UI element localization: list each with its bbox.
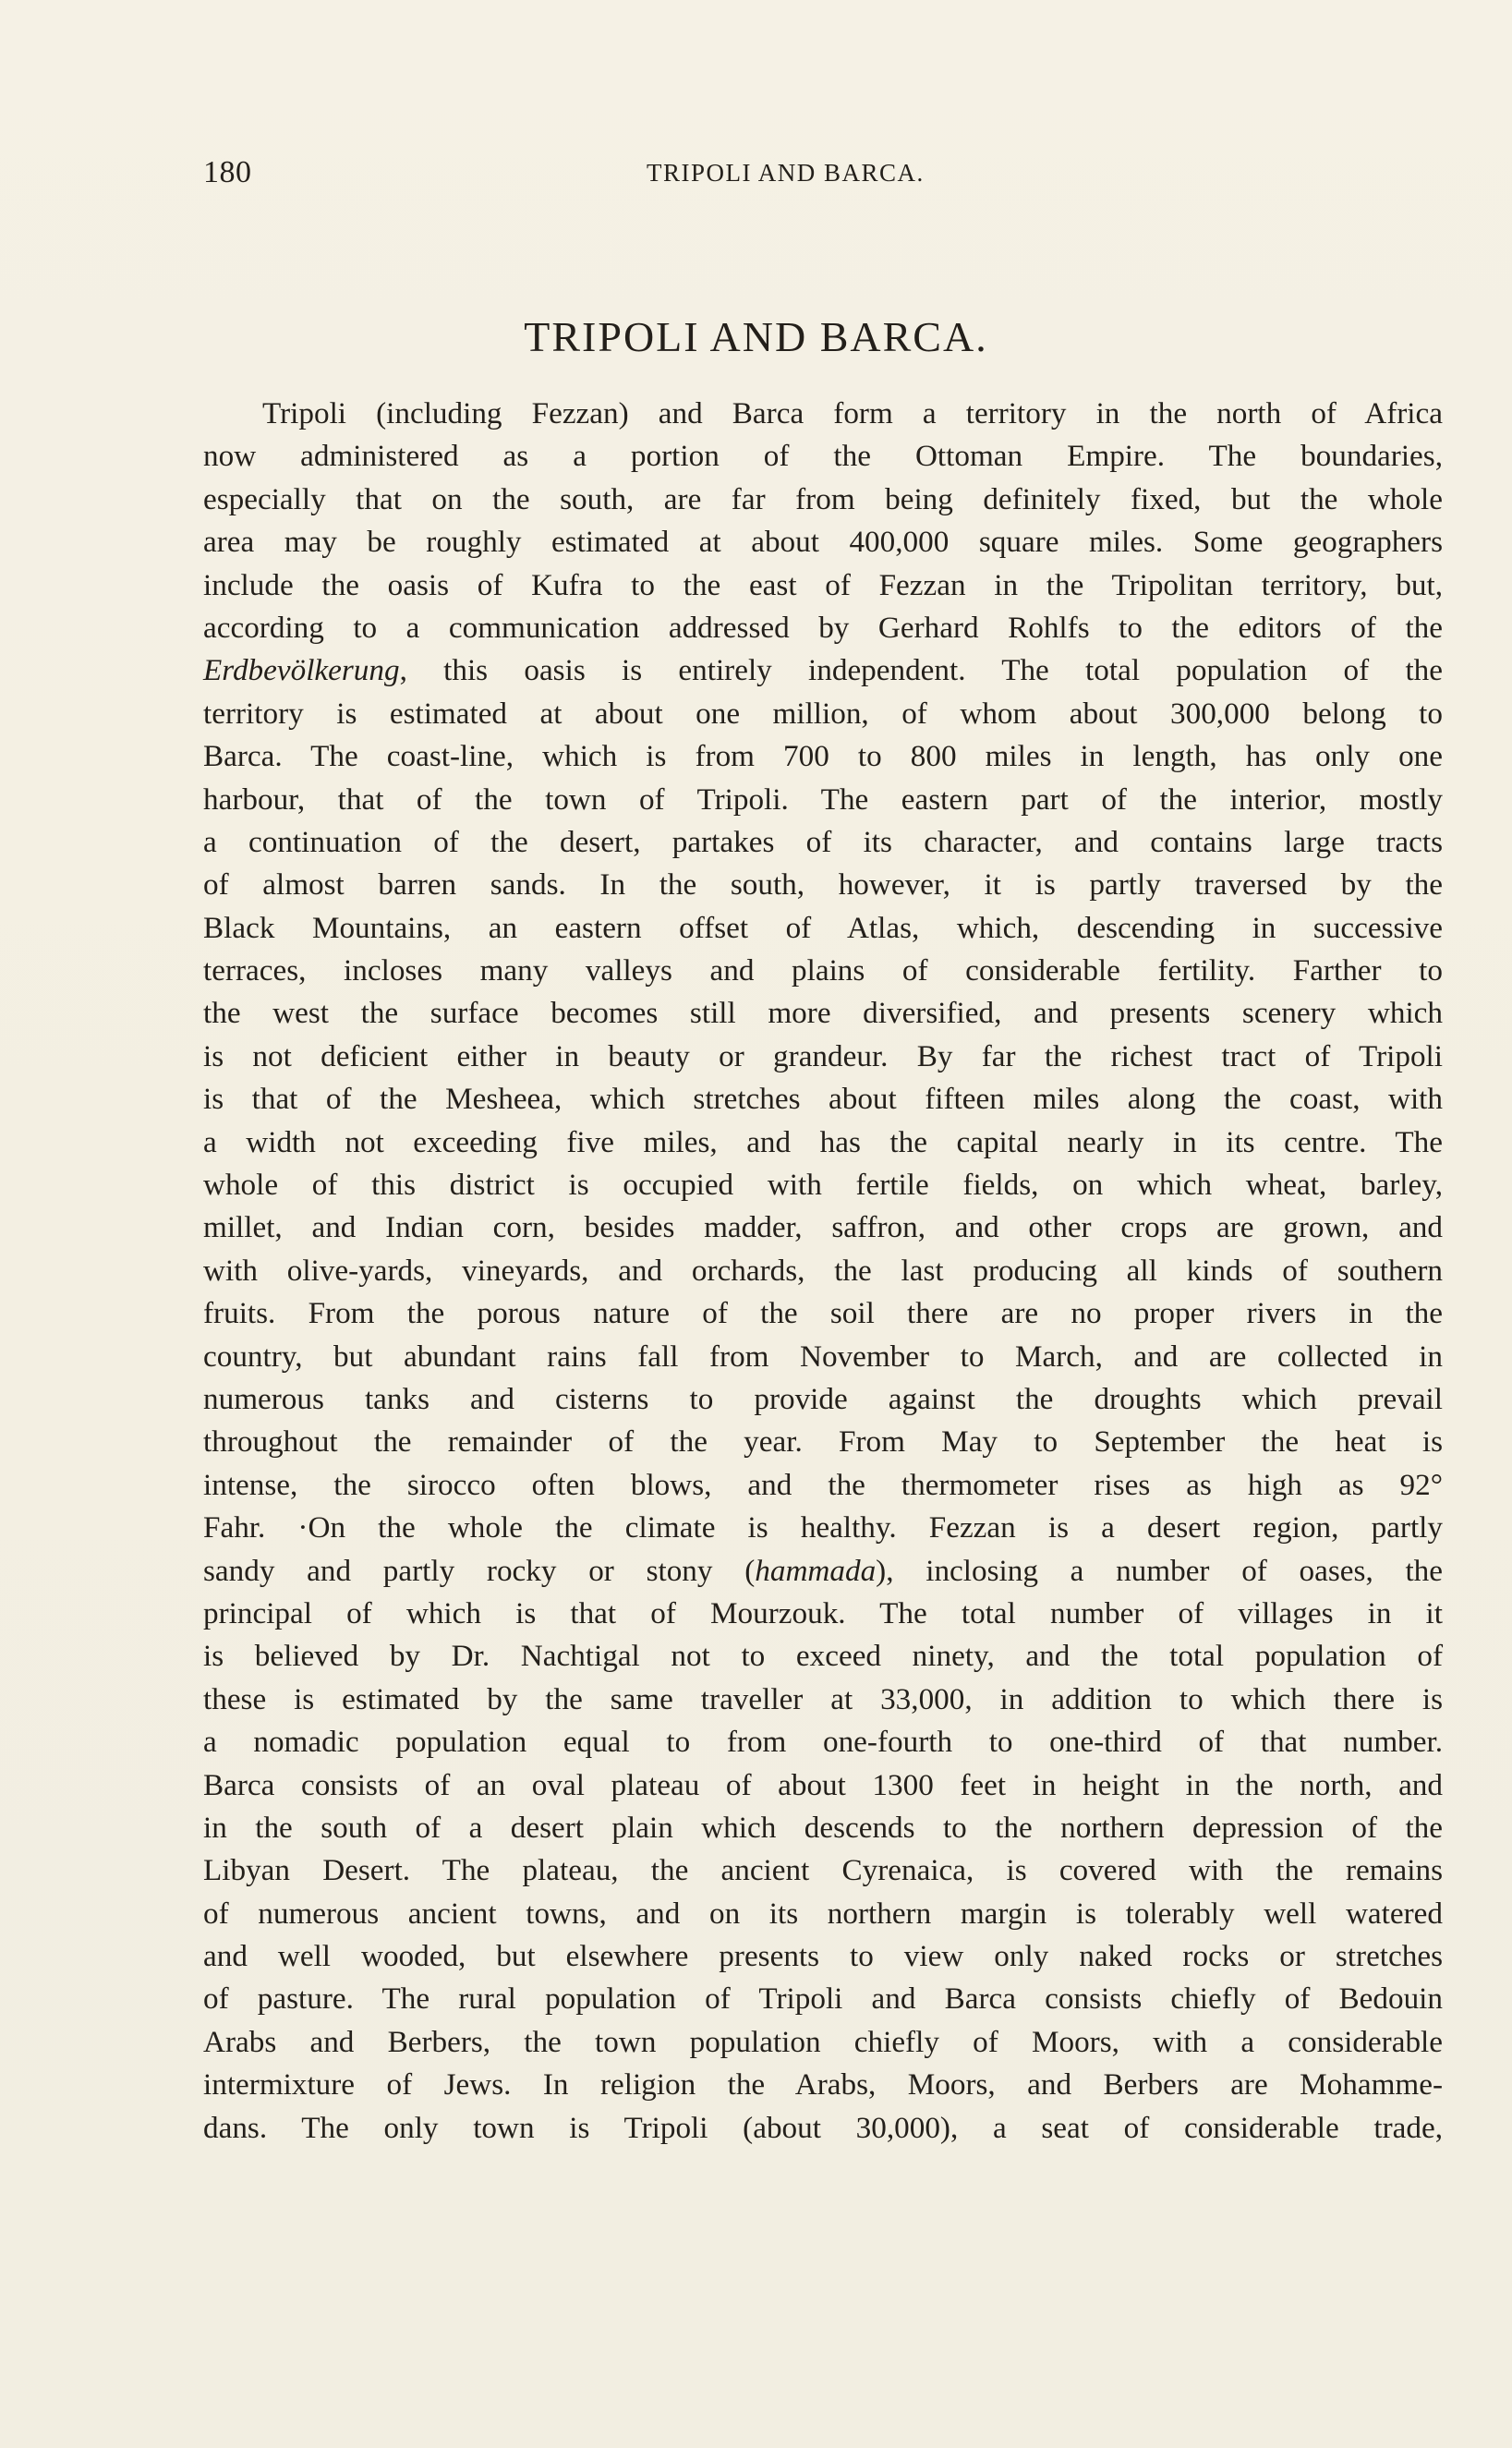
- text-line: intense, the sirocco often blows, and the thermometer rises as high as 92°: [203, 1467, 1443, 1502]
- text-line: a nomadic population equal to from one-fourth to one-third of that number.: [203, 1725, 1443, 1760]
- text-line: of pasture. The rural population of Tripoli and Barca consists chiefly of Bedouin: [203, 1981, 1443, 2017]
- text-line: dans. The only town is Tripoli (about 30,000), a seat of considerable trade,: [203, 2110, 1443, 2145]
- article-title: TRIPOLI AND BARCA.: [524, 313, 988, 360]
- text-line: intermixture of Jews. In religion the Arabs, Moors, and Berbers are Mohamme-: [203, 2067, 1443, 2103]
- text-line: of almost barren sands. In the south, however, it is partly traversed by the: [203, 867, 1443, 903]
- text-line: in the south of a desert plain which descends to the northern depression of the: [203, 1810, 1443, 1845]
- text-line: area may be roughly estimated at about 400,000 square miles. Some geographers: [203, 525, 1443, 560]
- text-line: country, but abundant rains fall from November to March, and are collected in: [203, 1339, 1443, 1374]
- article-body: [203, 393, 1443, 2150]
- text-line: a width not exceeding five miles, and has the capital nearly in its centre. The: [203, 1124, 1443, 1159]
- text-line: Black Mountains, an eastern offset of Atlas, which, descending in successive: [203, 910, 1443, 945]
- italic-term: hammada: [755, 1553, 877, 1588]
- text-line: territory is estimated at about one million, of whom about 300,000 belong to: [203, 696, 1443, 731]
- text-line: sandy and partly rocky or stony (hammada), inclosing a number of oases, the: [203, 1553, 1444, 1588]
- text-line: especially that on the south, are far from being definitely fixed, but the whole: [203, 481, 1443, 516]
- text-line: is that of the Mesheea, which stretches about fifteen miles along the coast, with: [203, 1082, 1443, 1117]
- italic-term: Erdbevölkerung: [203, 653, 400, 688]
- text-line: a continuation of the desert, partakes of its character, and contains large tracts: [203, 824, 1443, 859]
- text-line: fruits. From the porous nature of the soil there are no proper rivers in the: [203, 1296, 1443, 1331]
- text-line: numerous tanks and cisterns to provide against the droughts which prevail: [203, 1381, 1443, 1416]
- text-line: Tripoli (including Fezzan) and Barca form a territory in the north of Africa: [262, 396, 1443, 430]
- text-line: whole of this district is occupied with fertile fields, on which wheat, barley,: [203, 1168, 1443, 1203]
- text-line: terraces, incloses many valleys and plains of considerable fertility. Farther to: [203, 953, 1443, 988]
- text-line: Erdbevölkerung, this oasis is entirely independent. The total population of the: [203, 653, 1443, 688]
- text-line: include the oasis of Kufra to the east of Fezzan in the Tripolitan territory, but,: [203, 567, 1443, 602]
- text-line: Barca. The coast-line, which is from 700 to 800 miles in length, has only one: [203, 739, 1443, 774]
- text-line: harbour, that of the town of Tripoli. The eastern part of the interior, mostly: [203, 782, 1443, 817]
- text-line: Libyan Desert. The plateau, the ancient Cyrenaica, is covered with the remains: [203, 1853, 1443, 1888]
- text-line: of numerous ancient towns, and on its northern margin is tolerably well watered: [203, 1896, 1443, 1931]
- text-line: the west the surface becomes still more diversified, and presents scenery which: [203, 996, 1443, 1031]
- text-line: Arabs and Berbers, the town population chiefly of Moors, with a considerable: [203, 2024, 1443, 2059]
- page-number: 180: [203, 155, 252, 189]
- text-line: is not deficient either in beauty or grandeur. By far the richest tract of Tripoli: [203, 1038, 1443, 1073]
- text-line: is believed by Dr. Nachtigal not to exceed ninety, and the total population of: [203, 1639, 1443, 1674]
- text-line: Barca consists of an oval plateau of about 1300 feet in height in the north, and: [203, 1767, 1443, 1802]
- text-line: Fahr. ·On the whole the climate is healthy. Fezzan is a desert region, partly: [203, 1510, 1443, 1545]
- text-line: now administered as a portion of the Ottoman Empire. The boundaries,: [203, 439, 1443, 474]
- text-line: principal of which is that of Mourzouk. The total number of villages in it: [203, 1595, 1443, 1630]
- text-line: throughout the remainder of the year. From May to September the heat is: [203, 1424, 1443, 1460]
- text-line: according to a communication addressed by Gerhard Rohlfs to the editors of the: [203, 610, 1443, 645]
- running-title: TRIPOLI AND BARCA.: [647, 159, 925, 187]
- text-line: these is estimated by the same traveller at 33,000, in addition to which there is: [203, 1681, 1443, 1716]
- text-line: millet, and Indian corn, besides madder, saffron, and other crops are grown, and: [203, 1210, 1443, 1245]
- running-head: [203, 155, 1312, 198]
- text-line: and well wooded, but elsewhere presents to view only naked rocks or stretches: [203, 1939, 1443, 1974]
- text-line: with olive-yards, vineyards, and orchards, the last producing all kinds of southern: [203, 1253, 1443, 1288]
